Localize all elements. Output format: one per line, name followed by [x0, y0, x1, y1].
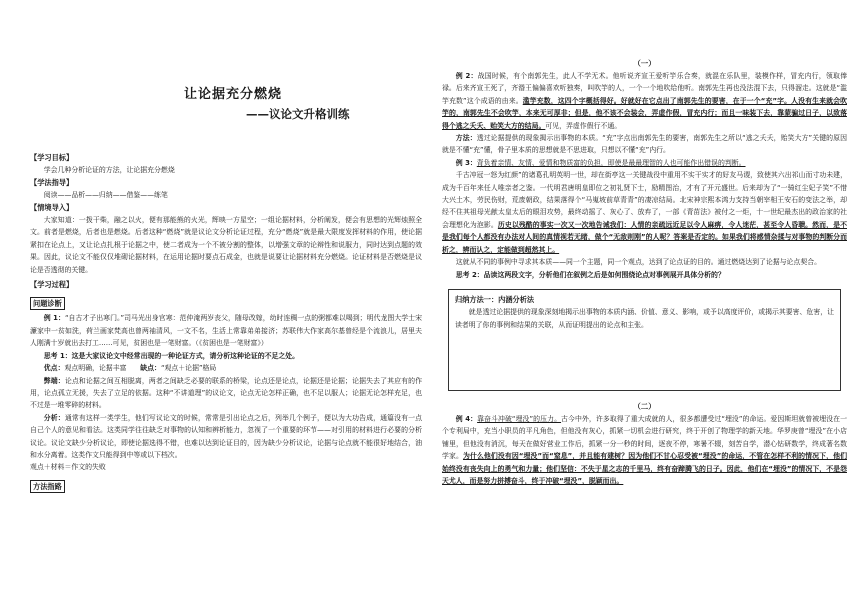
example-1: [30, 312, 422, 349]
think-1: 思考 1：这是大家议论文中经常出现的一种论证方式，请分析这种论证的不足之处。: [43, 351, 300, 360]
example-3-thesis: 背负着亲情、友情、爱情和物质富的负担，即使是最最理智的人也可能作出错误的判断。: [476, 158, 746, 167]
guide-heading: 【学法指导】: [30, 177, 74, 187]
example-3-tail: 这就从不同的事例中寻求其本质——同一个主题，同一个观点，达到了论点证的目的。通过燃烧达到了论据与论点契合。: [455, 258, 821, 267]
intro-text: 大家知道：一拨干柴，融之以火，便有那能熊的火光，辉映一方星空；一组论据材料，分析阐发，便会有思想的光辉烛照全文。前者是燃烧，后者也是燃烧。后者这种“燃烧”就是议论文分析论证过程，充分“燃烧”就是最大限度发挥材料的作用，使论据紧扣在论点上，又让论点扎根于论据之中，使二者成为一个不被分割的整体，以增强文章的论辩性和说服力，同时达到点题的效果。因此，议论文不能仅仅堆砌论据材料，在运用论据时要点石成金，也就是说要让论据材料充分燃烧。论证材料是否燃烧是议论是否透彻的关键。: [30, 216, 422, 274]
example-4-label: 例 4：: [455, 414, 478, 423]
merit-flaw-line: [30, 362, 422, 374]
example-4-bold: 为什么他们没有因“埋没”而“窒息”，并且能有建树？因为他们不甘心忍受被“埋没”的命运，不管在怎样不利的情况下，他们始终没有丧失向上的勇气和力量；他们坚信：不失于星之志的千里马，终有奋蹄腾飞的日子。因此，他们在“埋没”的情况下，不是怨天尤人，而是努力拼搏奋斗，终于冲破“埋没”，脱颖而出。: [442, 452, 848, 485]
formula-line: 观点＋材料＝作文的失败: [30, 463, 106, 472]
example-2: [442, 70, 847, 132]
flaw-text: “观点＋论据”格局: [160, 364, 217, 373]
example-2-tail: 可见，弄虚作假行不通。: [545, 121, 622, 130]
right-column: [442, 58, 847, 487]
example-3-text: 千古冲冠一怒为红颜”的诸葛孔明英明一世，却在街亭这一关键战役中重用不实干实才的好友马谡，致使其六出祁山而寸功未建，成为千百年来任人唯亲者之鉴。一代明君唐明皇即位之初礼贤下士，励精图治，才有了开元盛世。后来却为了“一骑红尘妃子笑”不惜大兴土木，劳民伤财，荒废朝政，结果落得个“马嵬坡前草青青”的凄凉结局。北宋神宗熙本鸿力支持当朝宰相王安石的变法之举，却经不住其祖母光献太皇太后的眼泪攻势，最终动摇了、灰心了、放弃了，一部《青苗法》被付之一炬，十一世纪最杰出的政治家的社会理想化为泡影。: [442, 171, 847, 229]
example-3-body: [442, 169, 847, 256]
method-1: [442, 132, 847, 157]
method-summary-box: [448, 289, 841, 391]
merit-text: 观点明确，论据丰富: [64, 364, 127, 373]
method-summary-text: 就是透过论据提供的现象深刻地揭示出事物的本质内涵、价值、意义、影响，或予以高度评价，或揭示其要害、危害，让读者明了你的事例和结果的关联，从而证明提出的论点和主张。: [455, 308, 834, 329]
analysis-1: [30, 375, 422, 412]
example-4-text: 古今中外，许多取得了重大成就的人，很多都遭受过“埋没”的命运。爱因斯坦就曾被埋没在一个专利局中，充当小职员的平凡角色，但他没有灰心，抓紧一切机会进行研究，终于开创了物理学的新天地。华罗庚曾“埋没”在小店铺里，但他没有消沉，每天在做好营业工作后，抓紧一分一秒的时间，逐夜不停，寒暑不辍，刻苦自学，潜心钻研数学，终成著名数学家。: [442, 414, 847, 461]
process-heading: 【学习过程】: [30, 280, 74, 290]
left-column: [30, 152, 422, 495]
example-3-label: 例 3：: [455, 158, 477, 167]
document-title: 让论据充分燃烧: [184, 87, 283, 102]
merit-label: 优点：: [43, 364, 65, 373]
document-subtitle: ——议论文升格训练: [246, 107, 350, 121]
example-1-text: “自古才子出寒门。”司马光出身官寒：范仲淹两岁丧父，随母改嫁，幼时连稠一点的粥都难以喝到；明代龙图大学士宋濂家中一贫如洗，荷兰画家梵高也曾两袖清风，一文不名，生活上常靠弟弟接济；苏联伟大作家高尔基曾经是个流浪儿，居里夫人刚满十岁就出去打工……可见，贫困也是一笔财富。（《贫困也是一笔财富》）: [30, 314, 423, 348]
method-text: 透过论据提供的现象揭示出事物的本质。“充”字点出南郭先生的要害，南郭先生之所以“逃之夭夭，贻笑大方”关键的原因就是不懂“充”懂，骨子里本质的思想就是不思进取，只想以不懂“充”内行。: [442, 134, 848, 155]
analysis-2-label: 分析：: [43, 413, 65, 422]
section-1-heading: （一）: [633, 59, 656, 68]
diagnosis-label: 问题诊断: [30, 297, 65, 310]
example-3-bold: 历史以残酷的事实一次又一次地告诫我们：人情的亲疏远近足以令人麻痹，令人迷茫，甚至令人昏聩。然而，是不是我们每个人都没有办法对人间的真情视若无睹，做个“无敌则刚”的人呢？答案是否定的。如果我们将感情杂揉与对事物的判断分而析之，辨而认之，定能做到超然其上。: [442, 220, 847, 254]
example-2-text: 战国时候，有个南郭先生，此人不学无术。他听说齐宣王爱听竽乐合奏，就混在乐队里，装模作样，冒充内行，领取俸禄。后来齐宣王死了，齐湣王偏偏喜欢听独奏，叫吹竽的人，一个一个地吹给他听。南郭先生再也没法混下去，只得溜走。这就是“滥竽充数”这个成语的由来。: [442, 72, 847, 105]
guide-text: 阅读——品析——归纳——借鉴——练笔: [43, 191, 168, 200]
example-4: [442, 413, 847, 487]
analysis-2-text: 通常有这样一类学生，他们写议论文的时候，常常是引出论点之后，列举几个例子，便以为大功告成，通篇没有一点自己个人的意见和看法。这类同学往往缺乏对事物的认知和辨析能力，忽视了一个重要的环节——对引用的材料进行必要的分析议论。议论文缺少分析议论，即使论据选得不错，也难以达到论证目的，因为缺少分析议论，论据与论点就不能很好地结合，油和水分离着。这类作文只能得到中等或以下档次。: [30, 413, 423, 459]
example-4-title: 靠奋斗冲破“埋没”的压力。: [477, 414, 562, 423]
analysis-2: [30, 412, 422, 462]
analysis-1-label: 弊端：: [43, 376, 65, 385]
example-2-bold: 滥竽充数，这四个字概括得好。好就好在它点出了南郭先生的要害，在于一个“充”字。人没有生来就会吹竽的，南郭先生不会吹竽，本来无可厚非；但是，他不该不会装会，弄虚作假，冒充内行；而且一味装下去，靠蒙骗过日子，以致落得个逃之夭夭、贻笑大方的结局。: [442, 96, 847, 130]
analysis-1-text: 论点和论据之间互相脱离，两者之间缺乏必要的联系的桥梁，论点还是论点，论据还是论据；论据失去了其应有的作用，论点孤立无援，失去了立足的依据。这种“不讲道理”的议论文，论点无论怎样正确，也不足以服人；论据无论怎样充足，也不过是一堆零碎的材料。: [30, 376, 423, 410]
example-1-label: 例 1：: [43, 314, 65, 323]
objective-heading: 【学习目标】: [30, 153, 74, 162]
intro-heading: 【情境导入】: [30, 202, 74, 212]
method-guide-label: 方法指路: [30, 480, 65, 493]
method-summary-title: 归纳方法一：内涵分析法: [455, 294, 535, 304]
flaw-label: 缺点：: [140, 364, 161, 373]
example-3: [442, 157, 847, 169]
example-2-label: 例 2：: [455, 72, 478, 80]
think-2: 思考 2：品读这两段文字，分析他们在叙例之后是如何围绕论点对事例展开具体分析的？: [455, 270, 725, 279]
method-label: 方法：: [455, 134, 477, 143]
section-2-heading: （二）: [633, 401, 656, 411]
objective-text: 学会几种分析论证的方法，让论据充分燃烧: [43, 166, 175, 175]
